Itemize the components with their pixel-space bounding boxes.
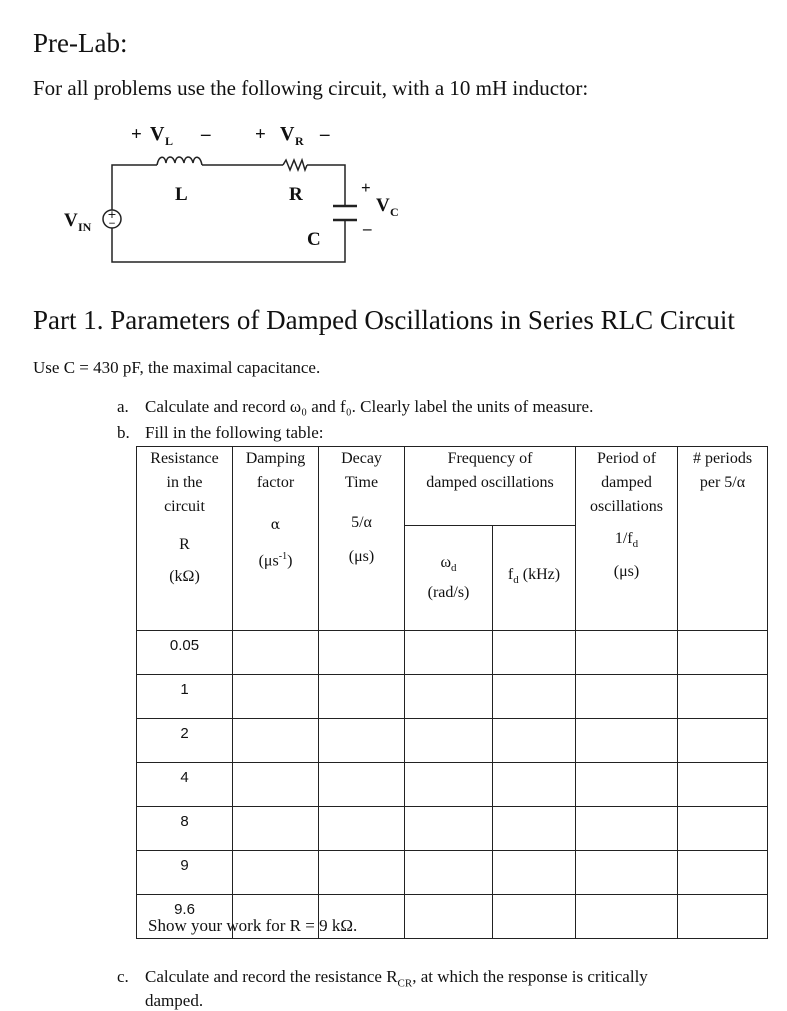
cell-f-d[interactable] — [493, 631, 576, 675]
table-row — [137, 675, 768, 719]
header-f-d: $f_d$ (kHz) — [493, 526, 576, 631]
cell-f-d[interactable] — [493, 719, 576, 763]
item-b-text: Fill in the following table: — [145, 423, 324, 442]
item-c-text-continued: damped. — [145, 991, 204, 1010]
vr-minus: – — [320, 124, 330, 145]
vl-minus: – — [201, 124, 211, 145]
cell-decay[interactable] — [319, 851, 405, 895]
vr-plus: + — [255, 124, 266, 145]
vr-label: V — [280, 123, 295, 145]
vl-label: V — [150, 123, 165, 145]
cell-damping[interactable] — [233, 675, 319, 719]
header-period: Period of damped oscillations $1/f_d$ (μs) — [576, 447, 678, 631]
cell-damping[interactable] — [233, 807, 319, 851]
cell-omega-d[interactable] — [405, 851, 493, 895]
cell-omega-d[interactable] — [405, 719, 493, 763]
source-minus-sign: − — [108, 219, 116, 229]
cell-damping[interactable] — [233, 763, 319, 807]
table-row — [137, 631, 768, 675]
cell-decay[interactable] — [319, 675, 405, 719]
page-title: Pre-Lab: — [33, 28, 128, 58]
item-a-text: Calculate and record ω₀ and f₀. Clearly label the units of measure. — [145, 397, 594, 416]
cell-num-periods[interactable] — [678, 719, 768, 763]
cell-decay[interactable] — [319, 631, 405, 675]
part1-heading: Part 1. Parameters of Damped Oscillations in Series RLC Circuit — [33, 305, 735, 335]
header-resistance: Resistance in the circuit R (kΩ) — [137, 447, 233, 631]
header-decay-time: Decay Time 5/α (μs) — [319, 447, 405, 631]
cell-f-d[interactable] — [493, 895, 576, 939]
cell-omega-d[interactable] — [405, 631, 493, 675]
cell-omega-d[interactable] — [405, 807, 493, 851]
inductor-label: L — [175, 184, 188, 205]
resistor-label: R — [289, 184, 303, 205]
table-row — [137, 807, 768, 851]
cell-num-periods[interactable] — [678, 763, 768, 807]
resistance-value: 4 — [137, 763, 233, 807]
vr-sub: R — [295, 134, 304, 148]
vc-minus: – — [363, 219, 372, 238]
cell-period[interactable] — [576, 675, 678, 719]
cell-decay[interactable] — [319, 807, 405, 851]
cell-period[interactable] — [576, 631, 678, 675]
data-table — [136, 446, 768, 939]
vin-label: V — [64, 210, 78, 231]
table-row — [137, 763, 768, 807]
cell-num-periods[interactable] — [678, 851, 768, 895]
cell-period[interactable] — [576, 851, 678, 895]
table-row — [137, 719, 768, 763]
show-work-note: Show your work for R = 9 kΩ. — [148, 916, 358, 935]
cell-omega-d[interactable] — [405, 675, 493, 719]
cell-decay[interactable] — [319, 719, 405, 763]
wire-left-top — [112, 165, 157, 210]
cell-period[interactable] — [576, 807, 678, 851]
vc-label: V — [376, 195, 390, 216]
header-omega-d: $\omega_d$ (rad/s) — [405, 526, 493, 631]
item-b-letter: b. — [117, 423, 130, 442]
item-a-letter: a. — [117, 397, 129, 416]
table-row — [137, 851, 768, 895]
cell-num-periods[interactable] — [678, 807, 768, 851]
cell-period[interactable] — [576, 719, 678, 763]
cell-damping[interactable] — [233, 631, 319, 675]
cell-num-periods[interactable] — [678, 895, 768, 939]
cell-num-periods[interactable] — [678, 675, 768, 719]
resistance-value: 2 — [137, 719, 233, 763]
resistance-value: 1 — [137, 675, 233, 719]
vc-sub: C — [390, 205, 399, 219]
item-c-letter: c. — [117, 967, 129, 986]
resistor-zigzag — [283, 160, 307, 170]
cell-period[interactable] — [576, 895, 678, 939]
inductor-coil — [157, 157, 202, 165]
source-plus-sign: + — [107, 208, 117, 221]
resistance-value: 9.6 — [137, 895, 233, 939]
capacitance-note: Use C = 430 pF, the maximal capacitance. — [33, 358, 321, 377]
cell-f-d[interactable] — [493, 675, 576, 719]
cell-damping[interactable] — [233, 719, 319, 763]
resistance-value: 8 — [137, 807, 233, 851]
cell-period[interactable] — [576, 763, 678, 807]
cell-decay[interactable] — [319, 763, 405, 807]
resistance-value: 9 — [137, 851, 233, 895]
header-damping: Damping factor α $(\mu s^{-1})$ — [233, 447, 319, 631]
cell-f-d[interactable] — [493, 807, 576, 851]
vl-sub: L — [165, 134, 174, 148]
wire-r-c — [307, 165, 345, 206]
rlc-circuit-diagram — [58, 118, 399, 268]
resistance-value: 0.05 — [137, 631, 233, 675]
vc-plus: + — [361, 178, 371, 197]
vin-sub: IN — [78, 220, 92, 234]
cell-num-periods[interactable] — [678, 631, 768, 675]
header-num-periods: # periods per 5/α — [678, 447, 768, 631]
cell-omega-d[interactable] — [405, 763, 493, 807]
capacitor-label: C — [307, 229, 321, 250]
cell-f-d[interactable] — [493, 851, 576, 895]
cell-f-d[interactable] — [493, 763, 576, 807]
cell-omega-d[interactable] — [405, 895, 493, 939]
cell-damping[interactable] — [233, 851, 319, 895]
item-c-text: Calculate and record the resistance $R_{CR}$, at which the response is critically — [145, 967, 648, 990]
intro-text: For all problems use the following circuit, with a 10 mH inductor: — [33, 76, 589, 100]
vl-plus: + — [131, 124, 142, 145]
header-frequency: Frequency of damped oscillations — [405, 447, 576, 526]
